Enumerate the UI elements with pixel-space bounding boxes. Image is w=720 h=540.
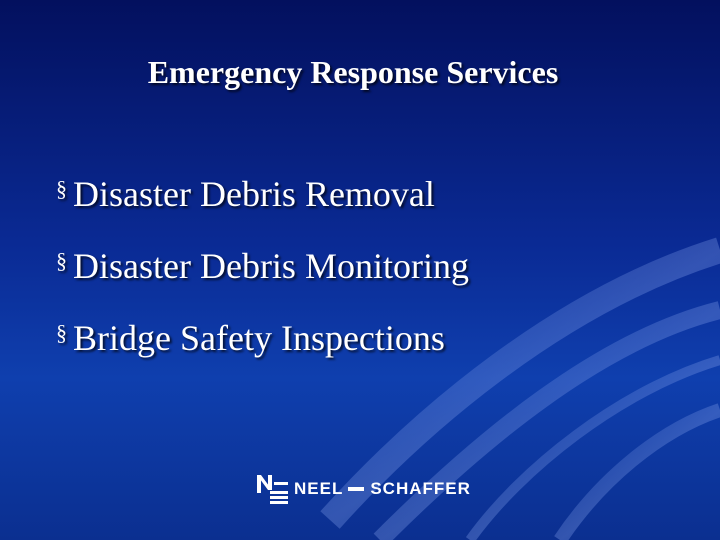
bullet-list: [56, 158, 469, 374]
logo-dash: [348, 487, 364, 491]
bullet-text: Disaster Debris Monitoring: [73, 246, 469, 286]
bullet-item: [56, 302, 469, 374]
bullet-text: Bridge Safety Inspections: [73, 318, 445, 358]
bullet-marker: §: [56, 320, 67, 345]
company-logo: [256, 472, 471, 506]
logo-text-schaffer: SCHAFFER: [370, 479, 471, 498]
bullet-item: [56, 230, 469, 302]
neel-schaffer-logo-icon: [256, 472, 290, 506]
bullet-marker: §: [56, 176, 67, 201]
bullet-text: Disaster Debris Removal: [73, 174, 435, 214]
slide-title: Emergency Response Services: [147, 54, 559, 90]
bullet-item: [56, 158, 469, 230]
logo-wordmark: [294, 472, 471, 506]
bullet-marker: §: [56, 248, 67, 273]
logo-text-neel: NEEL: [294, 479, 344, 498]
